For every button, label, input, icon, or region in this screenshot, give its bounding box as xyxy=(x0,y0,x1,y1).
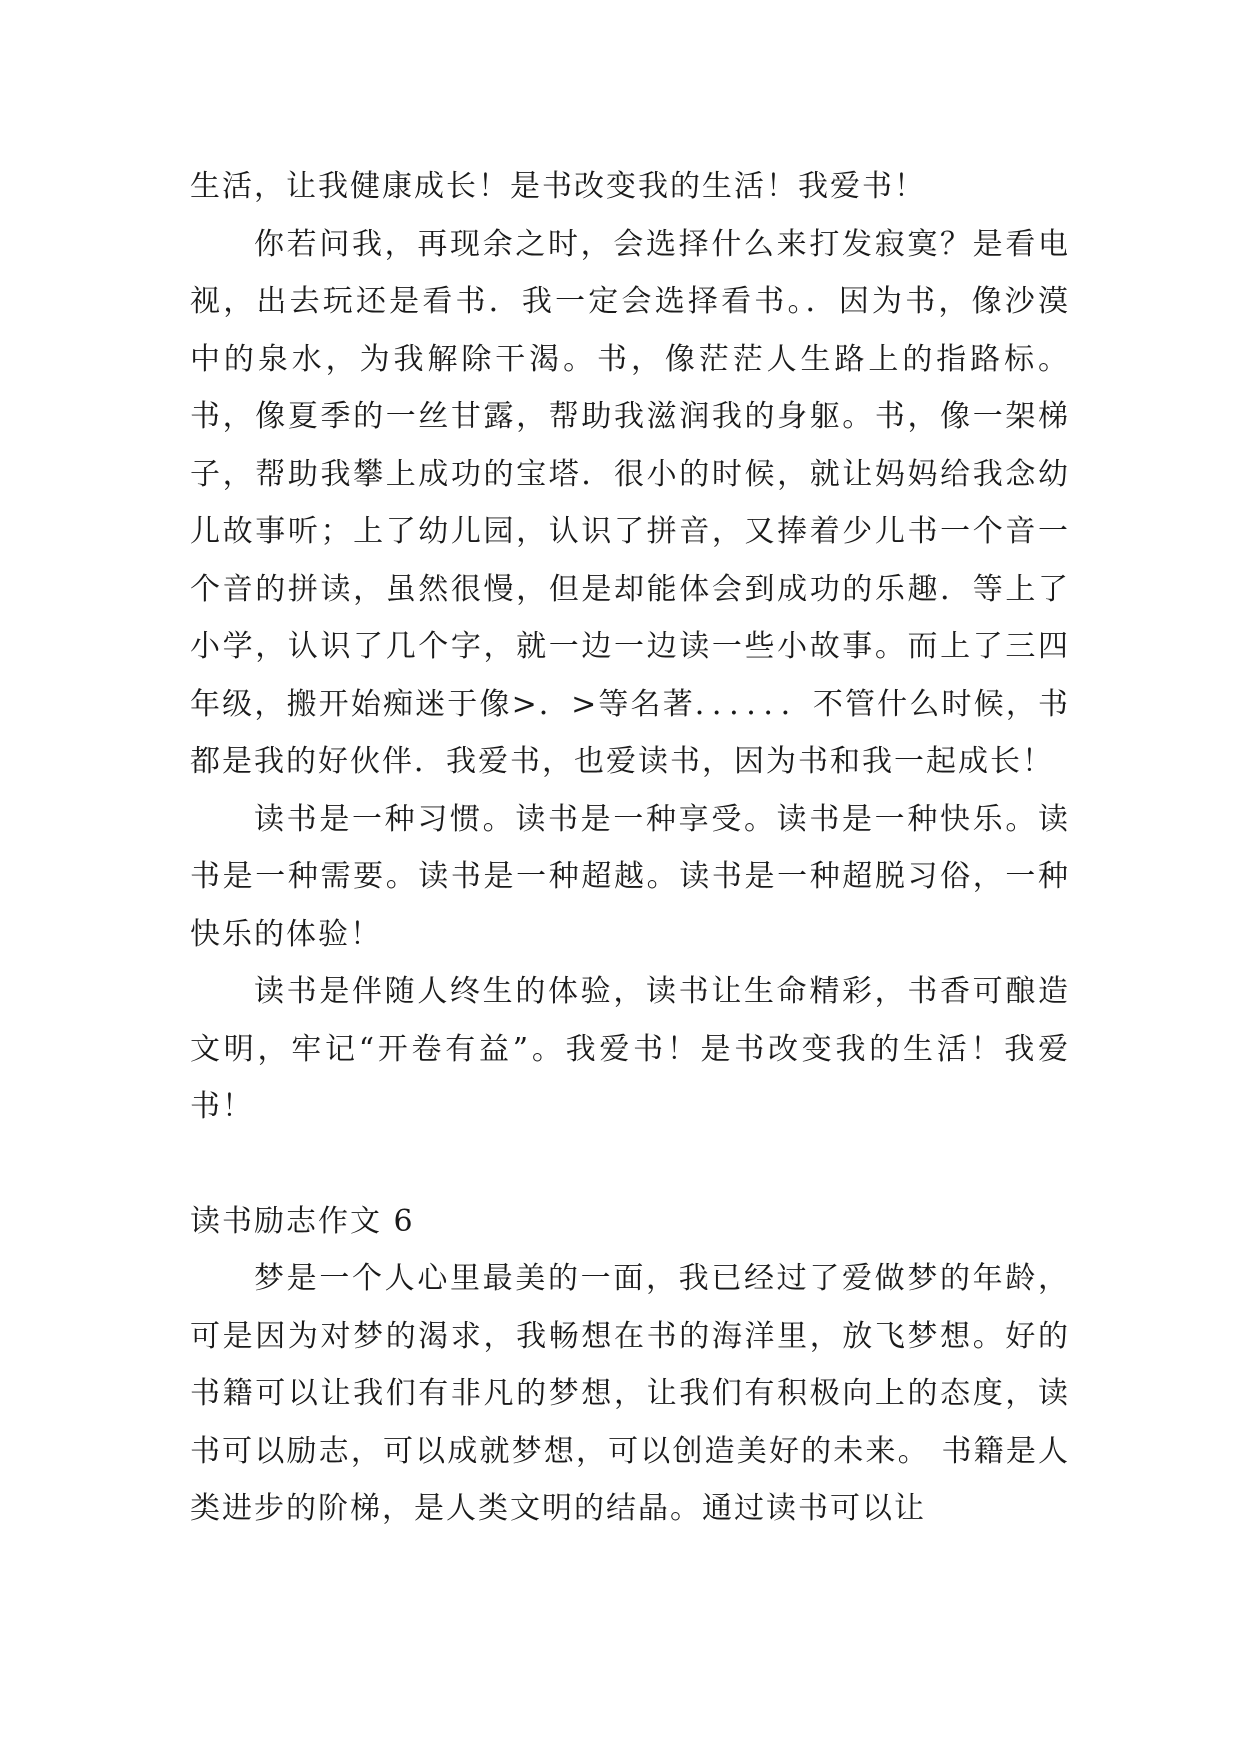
paragraph-continuation: 生活，让我健康成长！是书改变我的生活！我爱书！ xyxy=(190,169,926,204)
paragraph-dream: 梦是一个人心里最美的一面，我已经过了爱做梦的年龄，可是因为对梦的渴求，我畅想在书的海洋里，放飞梦想。好的书籍可以让我们有非凡的梦想，让我们有积极向上的态度，读书可以励志，可以成就梦想，可以创造美好的未来。 书籍是人类进步的阶梯，是人类文明的结晶。通过读书可以让 xyxy=(190,1261,1070,1526)
paragraph-reading-is: 读书是一种习惯。读书是一种享受。读书是一种快乐。读书是一种需要。读书是一种超越。读书是一种超脱习俗，一种快乐的体验！ xyxy=(190,801,1070,952)
paragraph-lifelong-reading: 读书是伴随人终生的体验，读书让生命精彩，书香可酿造文明，牢记“开卷有益”。我爱书！是书改变我的生活！我爱书！ xyxy=(190,974,1070,1124)
text-column xyxy=(190,158,1070,1538)
section-title: 读书励志作文 6 xyxy=(190,1203,415,1239)
paragraph-why-books: 你若问我，再现余之时，会选择什么来打发寂寞？是看电视，出去玩还是看书．我一定会选择看书。．因为书，像沙漠中的泉水，为我解除干渴。书，像茫茫人生路上的指路标。书，像夏季的一丝甘露，帮助我滋润我的身躯。书，像一架梯子，帮助我攀上成功的宝塔．很小的时候，就让妈妈给我念幼儿故事听；上了幼儿园，认识了拼音，又捧着少儿书一个音一个音的拼读，虽然很慢，但是却能体会到成功的乐趣．等上了小学，认识了几个字，就一边一边读一些小故事。而上了三四年级，搬开始痴迷于像>．>等名著．．．．．．不管什么时候，书都是我的好伙伴．我爱书，也爱读书，因为书和我一起成长！ xyxy=(190,226,1070,779)
